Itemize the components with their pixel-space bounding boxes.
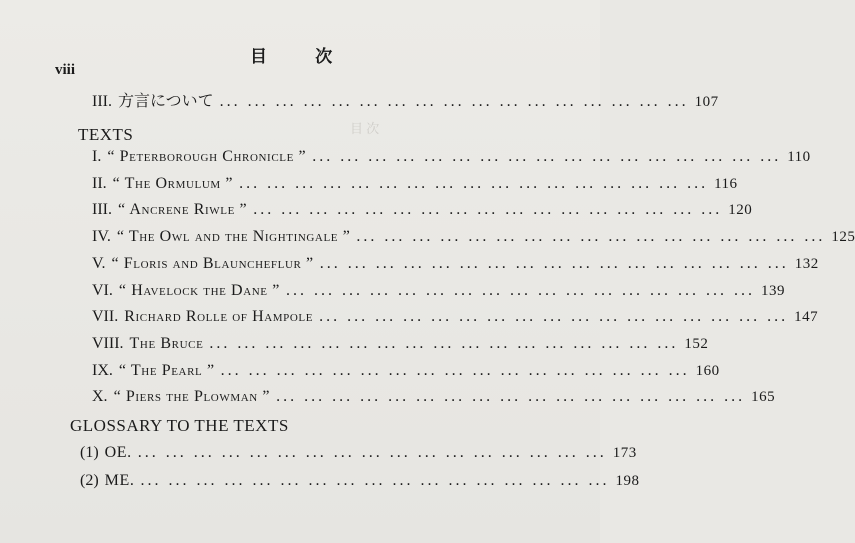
entry-label: “ The Pearl ” <box>118 361 215 379</box>
entry-number: VIII. <box>92 334 124 352</box>
entry-label: “ Havelock the Dane ” <box>118 281 280 299</box>
leader-dots: ... ... ... ... ... ... ... ... ... ... ... ... ... ... ... ... ... <box>140 472 610 489</box>
leader-dots: ... ... ... ... ... ... ... ... ... ... ... ... ... ... ... ... ... <box>239 174 709 192</box>
leader-dots: ... ... ... ... ... ... ... ... ... ... ... ... ... ... ... ... ... <box>220 361 690 379</box>
entry-page: 147 <box>794 309 819 326</box>
entry-label: “ Peterborough Chronicle ” <box>107 148 307 165</box>
entry-label: ME. <box>104 472 135 489</box>
entry-page: 120 <box>728 202 753 219</box>
toc-entry[interactable] <box>80 472 640 494</box>
toc-entry[interactable] <box>92 148 811 170</box>
entry-label: “ Ancrene Riwle ” <box>117 201 248 219</box>
entry-number: IX. <box>92 361 113 379</box>
toc-entry[interactable] <box>92 254 819 277</box>
entry-page: 173 <box>612 445 637 461</box>
entry-page: 160 <box>695 362 720 379</box>
entry-page: 139 <box>760 282 785 299</box>
entry-page: 110 <box>787 149 811 165</box>
entry-number: VI. <box>92 281 113 299</box>
entry-label: “ The Ormulum ” <box>112 174 234 192</box>
page-number: viii <box>55 62 76 78</box>
entry-number: II. <box>92 174 107 192</box>
entry-page: 116 <box>714 175 738 192</box>
toc-entry[interactable] <box>80 444 637 466</box>
entry-label: “ Floris and Blauncheflur ” <box>111 254 314 272</box>
leader-dots: ... ... ... ... ... ... ... ... ... ... ... ... ... ... ... ... ... <box>319 308 789 326</box>
entry-label: Richard Rolle of Hampole <box>124 308 314 326</box>
entry-number: VII. <box>92 308 119 326</box>
entry-number: III. <box>92 201 112 219</box>
leader-dots: ... ... ... ... ... ... ... ... ... ... ... ... ... ... ... ... ... <box>312 148 782 165</box>
leader-dots: ... ... ... ... ... ... ... ... ... ... ... ... ... ... ... ... ... <box>253 201 723 219</box>
entry-label: The Bruce <box>129 334 204 352</box>
leader-dots: ... ... ... ... ... ... ... ... ... ... ... ... ... ... ... ... ... <box>219 93 689 110</box>
texts-heading: TEXTS <box>78 125 134 144</box>
leader-dots: ... ... ... ... ... ... ... ... ... ... ... ... ... ... ... ... ... <box>285 281 755 299</box>
entry-number: IV. <box>92 228 111 246</box>
toc-entry[interactable] <box>92 174 738 197</box>
leader-dots: ... ... ... ... ... ... ... ... ... ... ... ... ... ... ... ... ... <box>209 334 679 352</box>
entry-number: I. <box>92 148 102 165</box>
toc-entry[interactable] <box>92 388 776 410</box>
entry-page: 107 <box>694 94 719 110</box>
glossary-heading: GLOSSARY TO THE TEXTS <box>70 416 289 435</box>
entry-label: “ The Owl and the Nightingale ” <box>116 228 351 246</box>
entry-number: (1) <box>80 444 99 461</box>
entry-number: (2) <box>80 472 99 489</box>
entry-page: 165 <box>751 389 776 406</box>
leader-dots: ... ... ... ... ... ... ... ... ... ... ... ... ... ... ... ... ... <box>356 228 826 246</box>
entry-number: V. <box>92 254 106 272</box>
entry-page: 152 <box>684 335 709 352</box>
toc-entry[interactable] <box>92 228 855 250</box>
entry-page: 198 <box>615 473 640 489</box>
entry-number: III. <box>92 93 112 110</box>
toc-entry[interactable] <box>92 308 819 330</box>
leader-dots: ... ... ... ... ... ... ... ... ... ... ... ... ... ... ... ... ... <box>276 388 746 406</box>
show-through-text: 目 次 <box>350 121 380 136</box>
leader-dots: ... ... ... ... ... ... ... ... ... ... ... ... ... ... ... ... ... <box>137 444 607 461</box>
entry-label: “ Piers the Plowman ” <box>113 388 271 406</box>
leader-dots: ... ... ... ... ... ... ... ... ... ... ... ... ... ... ... ... ... <box>319 254 789 272</box>
page-title: 目 次 <box>250 47 355 66</box>
entry-label: OE. <box>104 444 132 461</box>
entry-label: 方言について <box>117 93 214 110</box>
entry-page: 132 <box>794 255 819 272</box>
entry-page: 125 <box>831 229 855 246</box>
toc-entry[interactable] <box>92 281 785 304</box>
toc-entry[interactable] <box>92 334 709 357</box>
toc-entry-dialect[interactable] <box>92 88 719 110</box>
toc-entry[interactable] <box>92 361 720 384</box>
toc-entry[interactable] <box>92 201 753 223</box>
entry-number: X. <box>92 388 108 406</box>
